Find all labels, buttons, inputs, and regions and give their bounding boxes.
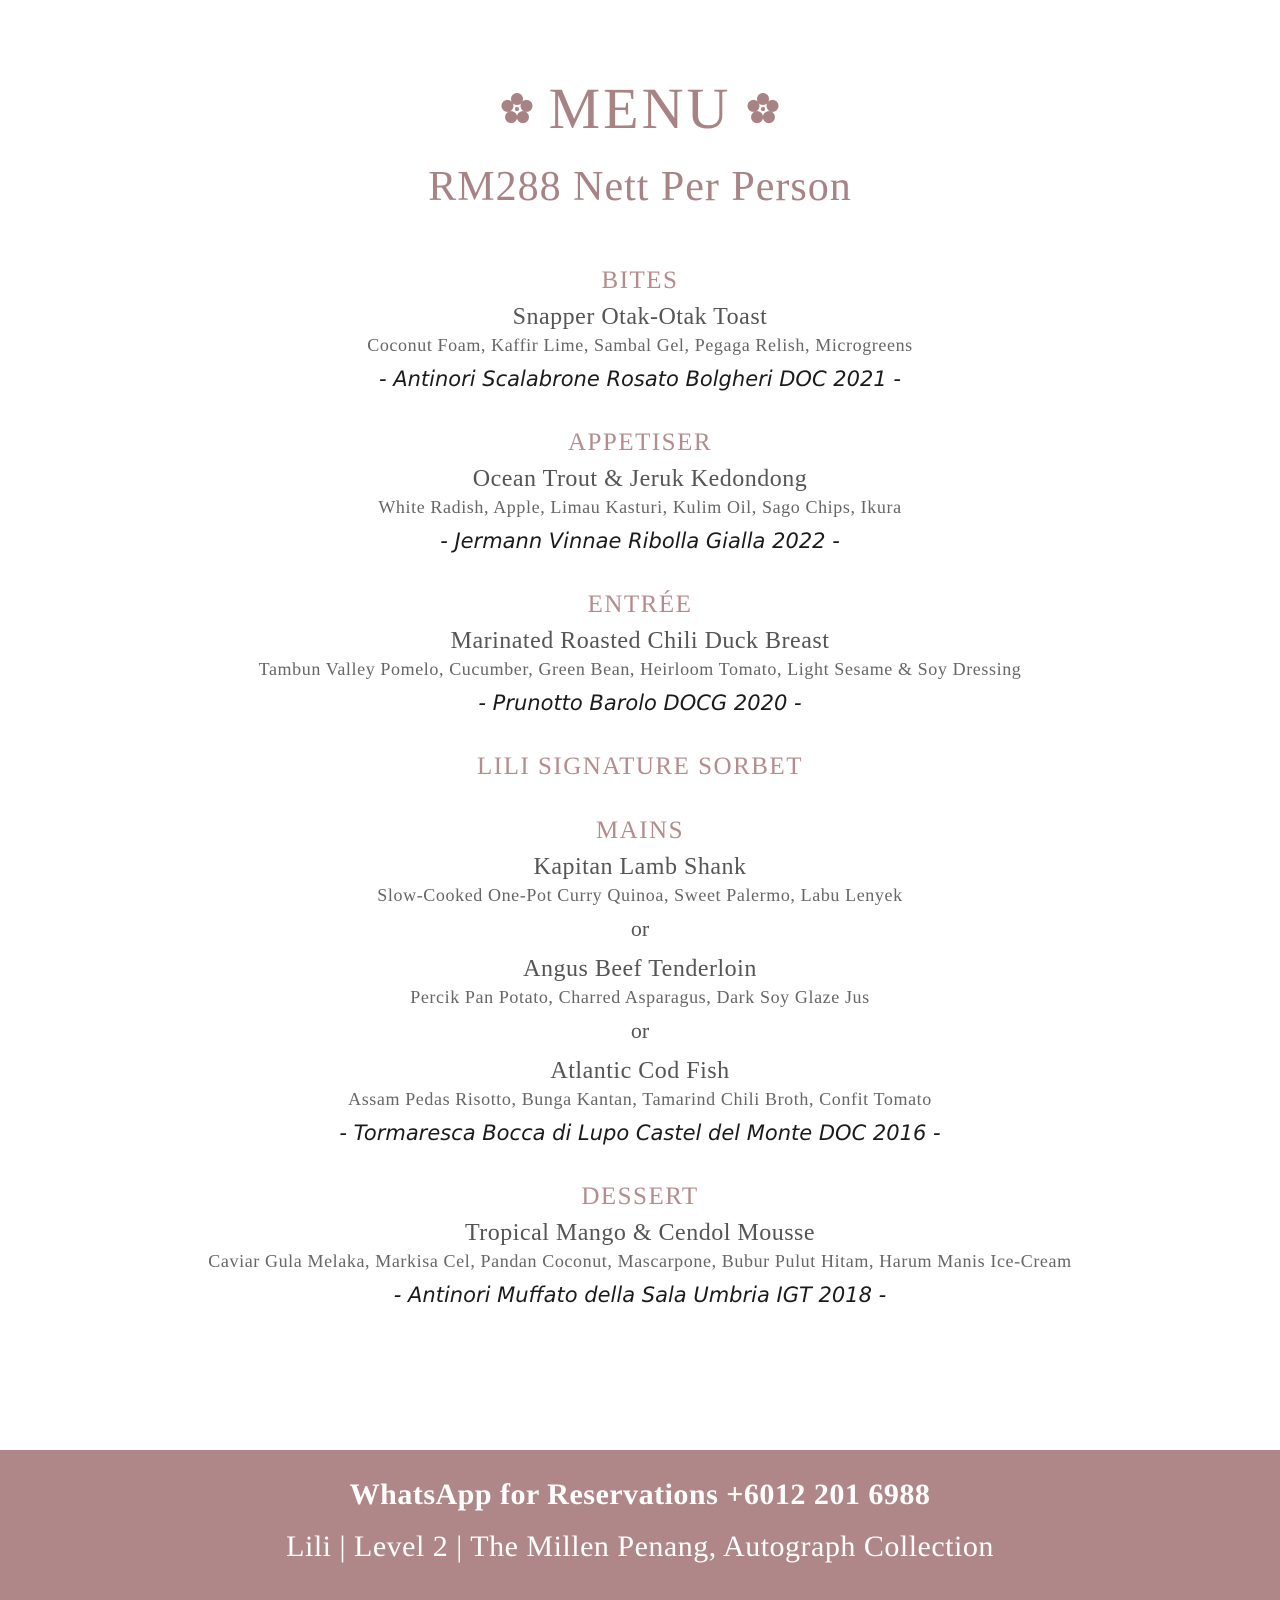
dish-description: Percik Pan Potato, Charred Asparagus, Dark Soy Glaze Jus: [410, 987, 870, 1007]
course-title: LILI SIGNATURE SORBET: [477, 753, 803, 780]
dish-name: Tropical Mango & Cendol Mousse: [464, 1220, 816, 1246]
dish-description: Coconut Foam, Kaffir Lime, Sambal Gel, Pegaga Relish, Microgreens: [367, 335, 913, 355]
course-dessert: [0, 1182, 1280, 1310]
page-title: MENU: [548, 76, 732, 141]
course-bites: [0, 266, 1280, 394]
price-per-person: RM288 Nett Per Person: [428, 164, 852, 210]
dish-description: Caviar Gula Melaka, Markisa Cel, Pandan Coconut, Mascarpone, Bubur Pulut Hitam, Harum Manis Ice-Cream: [208, 1251, 1072, 1271]
wine-pairing: - Antinori Muffato della Sala Umbria IGT 2018 -: [393, 1283, 887, 1307]
dish-name: Snapper Otak-Otak Toast: [512, 304, 768, 330]
dish-name: Ocean Trout & Jeruk Kedondong: [472, 466, 808, 492]
dish-description: White Radish, Apple, Limau Kasturi, Kulim Oil, Sago Chips, Ikura: [378, 497, 902, 517]
dish-name: Angus Beef Tenderloin: [523, 956, 757, 982]
flower-icon: [499, 91, 535, 127]
dish-description: Tambun Valley Pomelo, Cucumber, Green Bean, Heirloom Tomato, Light Sesame & Soy Dressing: [258, 659, 1022, 679]
course-title: APPETISER: [567, 429, 713, 456]
menu-header: [0, 76, 1280, 212]
wine-pairing: - Antinori Scalabrone Rosato Bolgheri DOC 2021 -: [379, 367, 901, 391]
flower-icon: [745, 91, 781, 127]
course-appetiser: [0, 428, 1280, 556]
course-entree: [0, 590, 1280, 718]
wine-pairing: - Tormaresca Bocca di Lupo Castel del Monte DOC 2016 -: [339, 1121, 941, 1145]
dish-name: Atlantic Cod Fish: [550, 1058, 730, 1084]
reservation-footer: [0, 1450, 1280, 1600]
or-separator: or: [630, 916, 650, 941]
course-mains: [0, 816, 1280, 1148]
course-sorbet: [0, 752, 1280, 782]
wine-pairing: - Jermann Vinnae Ribolla Gialla 2022 -: [440, 529, 840, 553]
reservation-whatsapp[interactable]: WhatsApp for Reservations +6012 201 6988: [349, 1478, 931, 1511]
menu-courses: [0, 266, 1280, 1344]
course-title: ENTRÉE: [587, 591, 693, 618]
dish-description: Assam Pedas Risotto, Bunga Kantan, Tamarind Chili Broth, Confit Tomato: [348, 1089, 932, 1109]
title-row: [0, 76, 1280, 142]
dish-name: Marinated Roasted Chili Duck Breast: [450, 628, 830, 654]
or-separator: or: [630, 1018, 650, 1043]
course-title: BITES: [601, 267, 679, 294]
wine-pairing: - Prunotto Barolo DOCG 2020 -: [478, 691, 802, 715]
restaurant-address: Lili | Level 2 | The Millen Penang, Autograph Collection: [286, 1530, 994, 1563]
dish-name: Kapitan Lamb Shank: [533, 854, 747, 880]
course-title: DESSERT: [581, 1183, 699, 1210]
course-title: MAINS: [595, 817, 685, 844]
dish-description: Slow-Cooked One-Pot Curry Quinoa, Sweet Palermo, Labu Lenyek: [377, 885, 903, 905]
